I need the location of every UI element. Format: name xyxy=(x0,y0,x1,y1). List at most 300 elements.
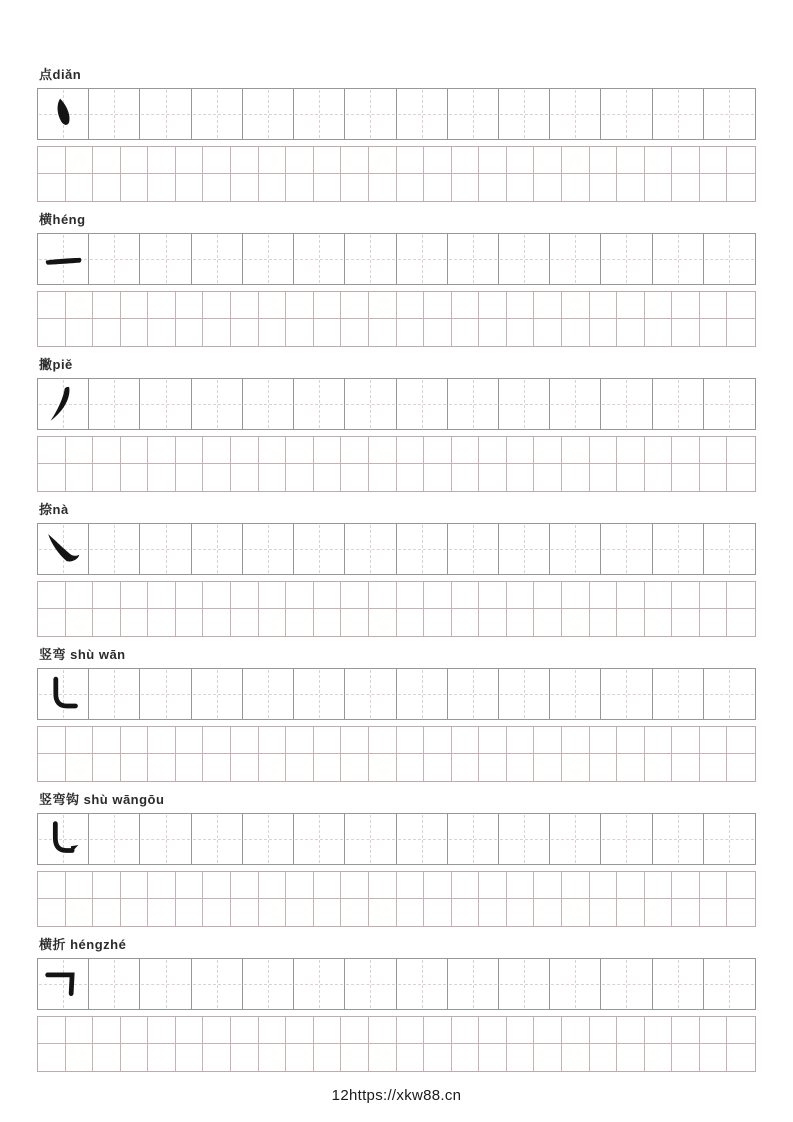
small-practice-cell xyxy=(397,437,425,464)
small-practice-cell xyxy=(590,147,618,174)
small-practice-cell xyxy=(259,582,287,609)
practice-cell xyxy=(653,959,704,1009)
small-practice-cell xyxy=(452,1017,480,1044)
practice-grid-small xyxy=(37,581,756,637)
practice-cell xyxy=(550,669,601,719)
small-practice-cell xyxy=(286,292,314,319)
small-practice-cell xyxy=(397,609,425,636)
practice-cell xyxy=(653,814,704,864)
small-practice-cell xyxy=(314,464,342,491)
small-practice-cell xyxy=(645,464,673,491)
small-practice-cell xyxy=(397,872,425,899)
small-practice-cell xyxy=(397,1044,425,1071)
stroke-heng-glyph xyxy=(40,236,86,282)
small-practice-cell xyxy=(369,292,397,319)
small-practice-cell xyxy=(452,754,480,781)
small-practice-cell xyxy=(121,609,149,636)
small-practice-cell xyxy=(121,754,149,781)
small-practice-cell xyxy=(286,872,314,899)
practice-cell xyxy=(345,814,396,864)
stroke-shuwangou-glyph xyxy=(40,816,86,862)
practice-cell xyxy=(243,379,294,429)
stroke-pie-glyph xyxy=(40,381,86,427)
small-practice-cell xyxy=(645,609,673,636)
small-practice-cell xyxy=(314,292,342,319)
small-practice-cell xyxy=(424,174,452,201)
small-practice-cell xyxy=(617,582,645,609)
practice-cell xyxy=(192,89,243,139)
small-practice-cell xyxy=(286,1044,314,1071)
small-practice-cell xyxy=(121,1044,149,1071)
small-practice-cell xyxy=(397,1017,425,1044)
practice-cell xyxy=(601,234,652,284)
practice-cell xyxy=(192,234,243,284)
small-practice-cell xyxy=(93,464,121,491)
small-practice-cell xyxy=(397,174,425,201)
small-practice-cell xyxy=(479,872,507,899)
small-practice-cell xyxy=(38,754,66,781)
small-practice-cell xyxy=(259,754,287,781)
small-practice-cell xyxy=(727,319,755,346)
small-practice-cell xyxy=(203,319,231,346)
small-practice-cell xyxy=(231,292,259,319)
small-practice-cell xyxy=(369,437,397,464)
practice-cell xyxy=(140,959,191,1009)
small-practice-cell xyxy=(121,174,149,201)
small-practice-cell xyxy=(507,1044,535,1071)
small-practice-cell xyxy=(66,727,94,754)
small-practice-cell xyxy=(66,899,94,926)
practice-grid-small xyxy=(37,1016,756,1072)
small-practice-cell xyxy=(727,1044,755,1071)
small-practice-cell xyxy=(93,899,121,926)
small-practice-cell xyxy=(534,292,562,319)
practice-cell xyxy=(499,234,550,284)
small-practice-cell xyxy=(700,609,728,636)
small-practice-cell xyxy=(452,292,480,319)
small-practice-cell xyxy=(66,1017,94,1044)
small-practice-cell xyxy=(148,464,176,491)
practice-cell xyxy=(345,234,396,284)
small-practice-cell xyxy=(645,437,673,464)
small-practice-cell xyxy=(121,727,149,754)
small-practice-cell xyxy=(672,899,700,926)
small-practice-cell xyxy=(479,754,507,781)
small-practice-cell xyxy=(590,464,618,491)
small-practice-cell xyxy=(534,174,562,201)
practice-cell xyxy=(704,89,755,139)
practice-cell xyxy=(704,524,755,574)
stroke-na-glyph xyxy=(40,526,86,572)
small-practice-cell xyxy=(231,319,259,346)
small-practice-cell xyxy=(590,899,618,926)
small-practice-cell xyxy=(176,754,204,781)
small-practice-cell xyxy=(66,1044,94,1071)
practice-cell xyxy=(294,524,345,574)
small-practice-cell xyxy=(148,437,176,464)
small-practice-cell xyxy=(534,1017,562,1044)
small-practice-cell xyxy=(259,1044,287,1071)
small-practice-cell xyxy=(341,292,369,319)
small-practice-cell xyxy=(203,1017,231,1044)
small-practice-cell xyxy=(203,609,231,636)
practice-cell xyxy=(550,814,601,864)
small-practice-cell xyxy=(341,754,369,781)
small-practice-cell xyxy=(259,727,287,754)
stroke-label: 横héng xyxy=(39,212,86,227)
small-practice-cell xyxy=(369,609,397,636)
small-practice-cell xyxy=(452,437,480,464)
practice-cell xyxy=(243,524,294,574)
small-practice-cell xyxy=(231,147,259,174)
small-practice-cell xyxy=(259,319,287,346)
small-practice-cell xyxy=(93,437,121,464)
small-practice-cell xyxy=(424,582,452,609)
practice-cell xyxy=(704,379,755,429)
small-practice-cell xyxy=(507,464,535,491)
small-practice-cell xyxy=(231,899,259,926)
small-practice-cell xyxy=(231,582,259,609)
small-practice-cell xyxy=(286,147,314,174)
small-practice-cell xyxy=(369,319,397,346)
small-practice-cell xyxy=(645,1044,673,1071)
small-practice-cell xyxy=(121,582,149,609)
practice-cell xyxy=(345,669,396,719)
small-practice-cell xyxy=(259,899,287,926)
small-practice-cell xyxy=(66,319,94,346)
practice-cell xyxy=(140,89,191,139)
stroke-example-cell xyxy=(38,89,89,139)
practice-cell xyxy=(397,959,448,1009)
practice-cell xyxy=(294,89,345,139)
small-practice-cell xyxy=(727,464,755,491)
small-practice-cell xyxy=(148,582,176,609)
small-practice-cell xyxy=(507,727,535,754)
practice-cell xyxy=(653,234,704,284)
small-practice-cell xyxy=(38,464,66,491)
small-practice-cell xyxy=(93,147,121,174)
stroke-section xyxy=(37,211,756,347)
small-practice-cell xyxy=(66,147,94,174)
small-practice-cell xyxy=(148,147,176,174)
small-practice-cell xyxy=(617,464,645,491)
stroke-example-cell xyxy=(38,379,89,429)
small-practice-cell xyxy=(341,609,369,636)
practice-cell xyxy=(243,669,294,719)
practice-cell xyxy=(140,524,191,574)
small-practice-cell xyxy=(424,899,452,926)
small-practice-cell xyxy=(203,899,231,926)
small-practice-cell xyxy=(590,609,618,636)
small-practice-cell xyxy=(38,174,66,201)
small-practice-cell xyxy=(424,1017,452,1044)
small-practice-cell xyxy=(562,899,590,926)
small-practice-cell xyxy=(424,319,452,346)
small-practice-cell xyxy=(203,464,231,491)
small-practice-cell xyxy=(93,1017,121,1044)
small-practice-cell xyxy=(203,754,231,781)
small-practice-cell xyxy=(176,464,204,491)
small-practice-cell xyxy=(645,754,673,781)
small-practice-cell xyxy=(672,464,700,491)
small-practice-cell xyxy=(341,147,369,174)
small-practice-cell xyxy=(203,292,231,319)
small-practice-cell xyxy=(148,292,176,319)
small-practice-cell xyxy=(369,147,397,174)
small-practice-cell xyxy=(507,174,535,201)
practice-grid-small xyxy=(37,291,756,347)
small-practice-cell xyxy=(121,899,149,926)
small-practice-cell xyxy=(121,437,149,464)
small-practice-cell xyxy=(314,872,342,899)
small-practice-cell xyxy=(452,899,480,926)
small-practice-cell xyxy=(452,464,480,491)
small-practice-cell xyxy=(259,437,287,464)
small-practice-cell xyxy=(259,1017,287,1044)
small-practice-cell xyxy=(590,872,618,899)
small-practice-cell xyxy=(66,464,94,491)
small-practice-cell xyxy=(617,319,645,346)
small-practice-cell xyxy=(562,1017,590,1044)
small-practice-cell xyxy=(645,899,673,926)
small-practice-cell xyxy=(727,609,755,636)
practice-cell xyxy=(448,379,499,429)
practice-grid-large xyxy=(37,668,756,720)
small-practice-cell xyxy=(231,872,259,899)
small-practice-cell xyxy=(148,899,176,926)
stroke-section xyxy=(37,501,756,637)
small-practice-cell xyxy=(148,1017,176,1044)
practice-cell xyxy=(499,814,550,864)
small-practice-cell xyxy=(700,464,728,491)
small-practice-cell xyxy=(700,899,728,926)
small-practice-cell xyxy=(121,464,149,491)
small-practice-cell xyxy=(314,319,342,346)
practice-cell xyxy=(499,524,550,574)
practice-cell xyxy=(448,959,499,1009)
small-practice-cell xyxy=(534,1044,562,1071)
small-practice-cell xyxy=(369,727,397,754)
small-practice-cell xyxy=(93,609,121,636)
practice-cell xyxy=(499,379,550,429)
small-practice-cell xyxy=(534,872,562,899)
small-practice-cell xyxy=(148,727,176,754)
small-practice-cell xyxy=(231,727,259,754)
small-practice-cell xyxy=(727,174,755,201)
small-practice-cell xyxy=(590,174,618,201)
practice-cell xyxy=(294,814,345,864)
small-practice-cell xyxy=(617,899,645,926)
practice-cell xyxy=(550,379,601,429)
practice-cell xyxy=(345,524,396,574)
small-practice-cell xyxy=(534,319,562,346)
small-practice-cell xyxy=(452,872,480,899)
small-practice-cell xyxy=(93,292,121,319)
practice-cell xyxy=(140,814,191,864)
small-practice-cell xyxy=(562,464,590,491)
small-practice-cell xyxy=(259,872,287,899)
practice-cell xyxy=(192,379,243,429)
practice-cell xyxy=(550,524,601,574)
small-practice-cell xyxy=(38,609,66,636)
small-practice-cell xyxy=(424,147,452,174)
small-practice-cell xyxy=(672,319,700,346)
small-practice-cell xyxy=(617,872,645,899)
small-practice-cell xyxy=(341,464,369,491)
small-practice-cell xyxy=(341,174,369,201)
practice-cell xyxy=(601,669,652,719)
small-practice-cell xyxy=(314,1017,342,1044)
small-practice-cell xyxy=(562,1044,590,1071)
small-practice-cell xyxy=(38,1017,66,1044)
small-practice-cell xyxy=(341,1044,369,1071)
practice-cell xyxy=(601,959,652,1009)
practice-cell xyxy=(89,89,140,139)
small-practice-cell xyxy=(424,1044,452,1071)
small-practice-cell xyxy=(203,872,231,899)
small-practice-cell xyxy=(700,754,728,781)
practice-grid-large xyxy=(37,958,756,1010)
practice-cell xyxy=(345,959,396,1009)
small-practice-cell xyxy=(534,437,562,464)
small-practice-cell xyxy=(341,899,369,926)
practice-cell xyxy=(550,234,601,284)
small-practice-cell xyxy=(66,292,94,319)
small-practice-cell xyxy=(479,174,507,201)
small-practice-cell xyxy=(66,609,94,636)
small-practice-cell xyxy=(700,872,728,899)
small-practice-cell xyxy=(314,754,342,781)
small-practice-cell xyxy=(452,1044,480,1071)
small-practice-cell xyxy=(727,582,755,609)
practice-cell xyxy=(704,814,755,864)
small-practice-cell xyxy=(148,319,176,346)
small-practice-cell xyxy=(534,582,562,609)
small-practice-cell xyxy=(727,872,755,899)
stroke-example-cell xyxy=(38,959,89,1009)
practice-cell xyxy=(243,234,294,284)
practice-cell xyxy=(140,234,191,284)
small-practice-cell xyxy=(148,609,176,636)
small-practice-cell xyxy=(38,872,66,899)
practice-cell xyxy=(653,524,704,574)
small-practice-cell xyxy=(286,609,314,636)
small-practice-cell xyxy=(203,727,231,754)
small-practice-cell xyxy=(562,582,590,609)
small-practice-cell xyxy=(176,292,204,319)
small-practice-cell xyxy=(424,754,452,781)
small-practice-cell xyxy=(314,727,342,754)
small-practice-cell xyxy=(176,147,204,174)
small-practice-cell xyxy=(286,174,314,201)
small-practice-cell xyxy=(645,292,673,319)
small-practice-cell xyxy=(507,1017,535,1044)
practice-cell xyxy=(397,234,448,284)
stroke-section xyxy=(37,646,756,782)
practice-cell xyxy=(550,89,601,139)
small-practice-cell xyxy=(672,147,700,174)
practice-grid-small xyxy=(37,436,756,492)
small-practice-cell xyxy=(534,727,562,754)
small-practice-cell xyxy=(617,609,645,636)
small-practice-cell xyxy=(645,174,673,201)
small-practice-cell xyxy=(672,292,700,319)
practice-cell xyxy=(448,814,499,864)
small-practice-cell xyxy=(424,292,452,319)
small-practice-cell xyxy=(369,1017,397,1044)
small-practice-cell xyxy=(507,292,535,319)
small-practice-cell xyxy=(66,582,94,609)
small-practice-cell xyxy=(38,292,66,319)
small-practice-cell xyxy=(286,727,314,754)
small-practice-cell xyxy=(479,727,507,754)
small-practice-cell xyxy=(507,437,535,464)
practice-cell xyxy=(243,89,294,139)
stroke-section xyxy=(37,936,756,1072)
small-practice-cell xyxy=(231,174,259,201)
small-practice-cell xyxy=(286,464,314,491)
small-practice-cell xyxy=(672,582,700,609)
practice-cell xyxy=(653,669,704,719)
stroke-label: 撇piě xyxy=(39,357,73,372)
small-practice-cell xyxy=(314,1044,342,1071)
small-practice-cell xyxy=(479,319,507,346)
small-practice-cell xyxy=(38,727,66,754)
small-practice-cell xyxy=(590,582,618,609)
small-practice-cell xyxy=(700,727,728,754)
small-practice-cell xyxy=(700,292,728,319)
small-practice-cell xyxy=(66,872,94,899)
practice-grid-small xyxy=(37,726,756,782)
small-practice-cell xyxy=(231,437,259,464)
small-practice-cell xyxy=(562,437,590,464)
practice-cell xyxy=(448,89,499,139)
small-practice-cell xyxy=(121,292,149,319)
small-practice-cell xyxy=(176,727,204,754)
small-practice-cell xyxy=(231,1044,259,1071)
small-practice-cell xyxy=(176,319,204,346)
small-practice-cell xyxy=(231,1017,259,1044)
small-practice-cell xyxy=(231,464,259,491)
practice-cell xyxy=(704,959,755,1009)
small-practice-cell xyxy=(672,754,700,781)
small-practice-cell xyxy=(700,174,728,201)
practice-cell xyxy=(89,959,140,1009)
small-practice-cell xyxy=(341,872,369,899)
small-practice-cell xyxy=(93,727,121,754)
small-practice-cell xyxy=(452,147,480,174)
small-practice-cell xyxy=(617,292,645,319)
practice-cell xyxy=(294,669,345,719)
small-practice-cell xyxy=(534,464,562,491)
practice-cell xyxy=(704,669,755,719)
small-practice-cell xyxy=(727,899,755,926)
small-practice-cell xyxy=(38,437,66,464)
stroke-example-cell xyxy=(38,234,89,284)
practice-grid-large xyxy=(37,88,756,140)
small-practice-cell xyxy=(286,754,314,781)
small-practice-cell xyxy=(562,174,590,201)
small-practice-cell xyxy=(617,1017,645,1044)
small-practice-cell xyxy=(479,899,507,926)
practice-cell xyxy=(601,89,652,139)
small-practice-cell xyxy=(534,147,562,174)
small-practice-cell xyxy=(479,147,507,174)
practice-cell xyxy=(499,89,550,139)
small-practice-cell xyxy=(700,582,728,609)
practice-cell xyxy=(397,814,448,864)
small-practice-cell xyxy=(314,437,342,464)
